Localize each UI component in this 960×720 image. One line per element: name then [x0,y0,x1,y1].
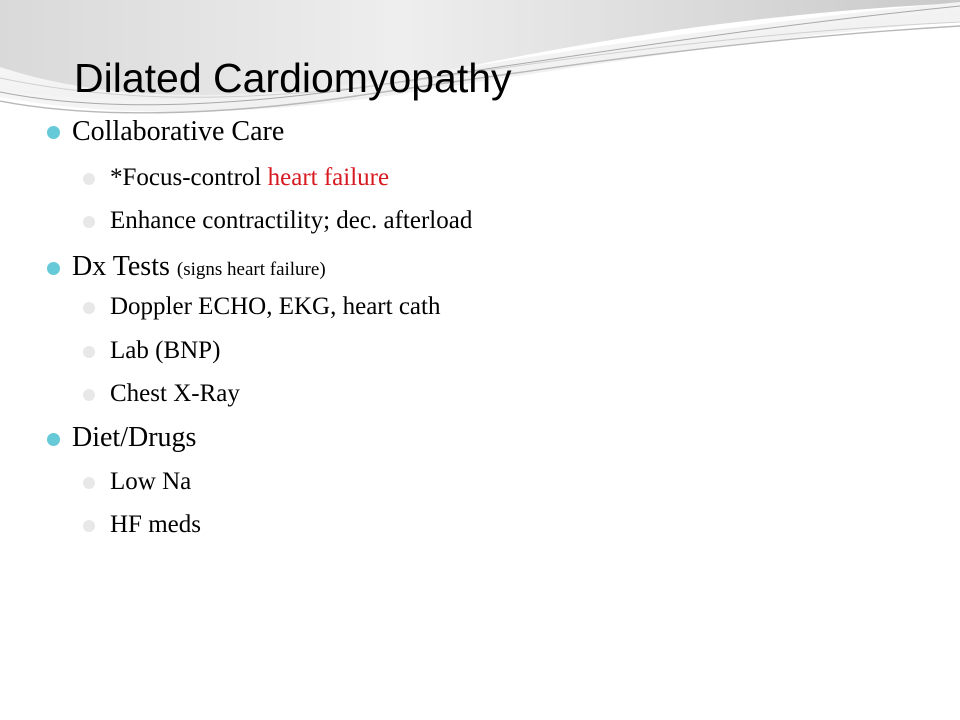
heart-failure-highlight: heart failure [267,164,390,191]
low-na-bullet-icon [83,477,95,489]
lab-bnp-bullet-icon [83,346,95,358]
signs-heart-failure-note: (signs heart failure) [176,259,326,280]
diet-drugs-heading: Diet/Drugs [72,422,197,453]
collaborative-care-bullet-icon [47,126,60,139]
hf-meds-text: HF meds [110,511,201,538]
focus-control-bullet-icon [83,173,95,185]
enhance-contractility-text: Enhance contractility; dec. afterload [110,207,473,234]
low-na-text: Low Na [110,468,192,495]
diet-drugs-bullet-icon [47,433,60,446]
dx-tests-heading-text: Dx Tests [72,251,170,282]
dx-tests-bullet-icon [47,262,60,275]
doppler-echo-text: Doppler ECHO, EKG, heart cath [110,293,441,320]
doppler-echo-bullet-icon [83,302,95,314]
chest-x-ray-text: Chest X-Ray [110,380,240,407]
slide-title: Dilated Cardiomyopathy [74,55,512,101]
collaborative-care-heading: Collaborative Care [72,116,285,147]
chest-x-ray-bullet-icon [83,389,95,401]
lab-bnp-text: Lab (BNP) [110,337,221,364]
dx-tests-heading [72,253,326,281]
hf-meds-bullet-icon [83,520,95,532]
focus-control-prefix: *Focus-control [110,164,268,191]
enhance-contractility-bullet-icon [83,216,95,228]
focus-control-heart-failure-text [110,165,389,190]
